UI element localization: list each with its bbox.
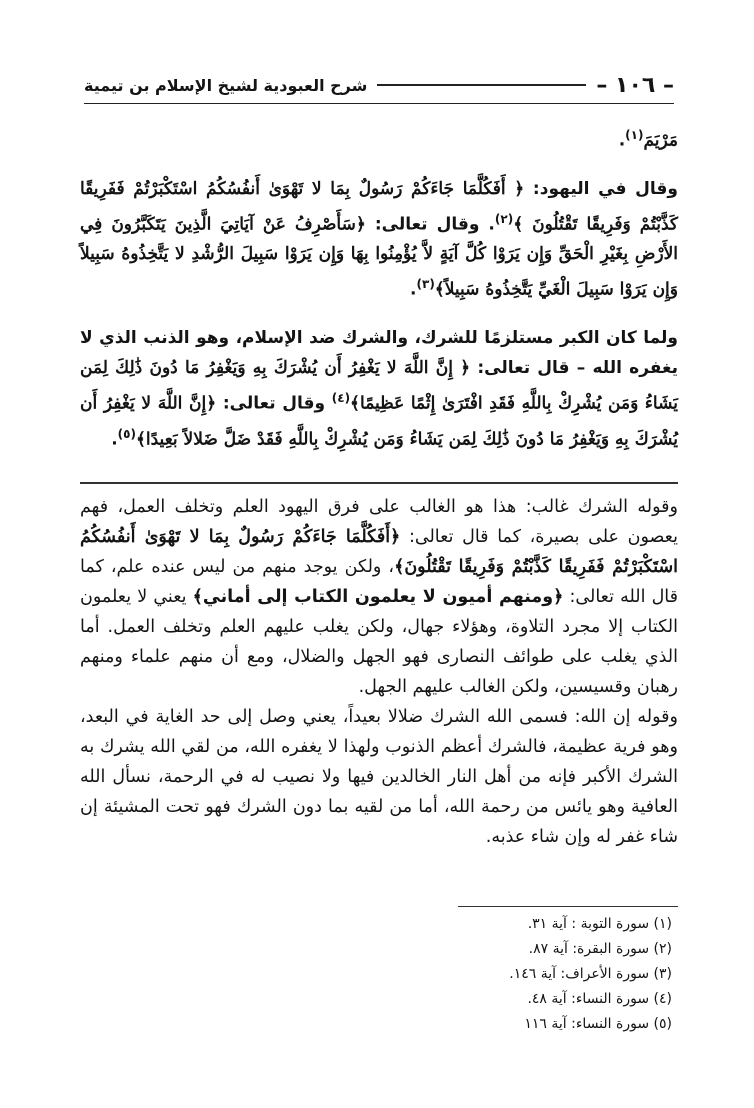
text: وقال تعالى:	[216, 393, 332, 414]
footnote-ref: (٥)	[117, 426, 136, 441]
book-title: شرح العبودية لشيخ الإسلام بن تيمية	[84, 75, 368, 95]
text: . وقال تعالى:	[365, 214, 495, 235]
footnote-4: (٤) سورة النساء: آية ٤٨.	[527, 991, 672, 1007]
footnote-ref: (٢)	[494, 211, 514, 226]
paragraph-jews	[80, 174, 678, 305]
verse: ﴿أَفَكُلَّمَا جَاءَكُمْ رَسُولٌ بِمَا لا تَهْوَىٰ أَنفُسُكُمُ اسْتَكْبَرْتُمْ فَفَرِيقًا كَذَّبْتُمْ وَفَرِيقًا تَقْتُلُونَ﴾	[80, 527, 678, 577]
footnote-2: (٢) سورة البقرة: آية ٨٧.	[528, 941, 672, 957]
commentary-paragraph-2: وقوله إن الله: فسمى الله الشرك ضلالا بعيداً، يعني وصل إلى حد الغاية في البعد، وهو فرية عظيمة، فالشرك أعظم الذنوب ولهذا لا يغفره الله، من لقي الله يشرك به الشرك الأكبر فإنه من أهل النار الخالدين فيها ولا نصيب له في الرحمة، نسأل الله العافية وهو يائس من رحمة الله، أما من لقيه بما دون الشرك فهو تحت المشيئة إن شاء غفر له وإن شاء عذبه.	[80, 707, 678, 847]
text: .	[410, 279, 417, 300]
verse: ﴿سَأَصْرِفُ عَنْ آيَاتِيَ الَّذِينَ يَتَكَبَّرُونَ فِي الأَرْضِ بِغَيْرِ الْحَقِّ وَإِن يَرَوْا كُلَّ آيَةٍ لاَّ يُؤْمِنُوا بِهَا وَإِن يَرَوْا سَبِيلَ الرُّشْدِ لا يَتَّخِذُوهُ سَبِيلاً وَإِن يَرَوْا سَبِيلَ الْغَيِّ يَتَّخِذُوهُ سَبِيلاً﴾	[80, 214, 678, 300]
header-underline	[84, 103, 674, 104]
footnote-rule	[458, 906, 678, 907]
footnote-1: (١) سورة التوبة : آية ٣١.	[527, 916, 672, 932]
quote: ﴿ومنهم أميون لا يعلمون الكتاب إلى أماني﴾	[192, 587, 564, 607]
text: ولما كان الكبر مستلزمًا للشرك، والشرك ضد الإسلام، وهو الذنب الذي لا يغفره الله – قال تعالى:	[80, 327, 679, 378]
verse: ﴿ إِنَّ اللَّهَ لا يَغْفِرُ أَن يُشْرَكَ بِهِ وَيَغْفِرُ مَا دُونَ ذَٰلِكَ لِمَن يَشَاءُ وَمَن يُشْرِكْ بِاللَّهِ فَقَدِ افْتَرَىٰ إِثْمًا عَظِيمًا﴾	[80, 357, 678, 414]
text: يعني لا يعلمون الكتاب إلا مجرد التلاوة، وهؤلاء جهال، ولكن يغلب عليهم العلم وتخلف العمل. أما الذي يغلب على طوائف النصارى فهو الجهل والضلال، ومع أن منهم علماء ومنهم رهبان وقسيسين، ولكن الغالب عليهم الجهل.	[80, 587, 678, 697]
text: وقال في اليهود:	[524, 178, 678, 199]
footnote-5: (٥) سورة النساء: آية ١١٦	[524, 1016, 672, 1032]
footnotes	[509, 912, 672, 1037]
page-number: – ١٠٦ –	[596, 72, 674, 98]
header-rule	[377, 84, 586, 86]
text: وقوله الشرك غالب: هذا هو الغالب على فرق اليهود العلم وتخلف العمل، فهم يعصون على بصيرة، كما قال تعالى:	[80, 497, 678, 547]
verse: ﴿ أَفَكُلَّمَا جَاءَكُمْ رَسُولٌ بِمَا لا تَهْوَىٰ أَنفُسُكُمُ اسْتَكْبَرْتُمْ فَفَرِيقًا كَذَّبْتُمْ وَفَرِيقًا تَقْتُلُونَ ﴾	[80, 178, 678, 235]
page-header	[84, 72, 674, 98]
verse-tail: مَرْيَمَ	[643, 130, 678, 151]
commentary-paragraph-1	[80, 492, 678, 702]
footnote-ref: (٤)	[331, 390, 351, 405]
footnote-ref: (١)	[625, 128, 644, 142]
verse: ﴿إِنَّ اللَّهَ لا يَغْفِرُ أَن يُشْرَكَ بِهِ وَيَغْفِرُ مَا دُونَ ذَٰلِكَ لِمَن يَشَاءُ وَمَن يُشْرِكْ بِاللَّهِ فَقَدْ ضَلَّ ضَلالاً بَعِيدًا﴾	[80, 393, 678, 450]
text: .	[111, 429, 118, 450]
verse-tail-paragraph: مَرْيَمَ$^{(١)}$.	[618, 128, 678, 151]
text: ، ولكن يوجد منهم من ليس عنده علم، كما قال الله تعالى:	[80, 557, 678, 607]
section-divider	[80, 482, 678, 484]
section-commentary	[80, 492, 678, 852]
footnote-ref: (٣)	[416, 277, 435, 292]
paragraph-shirk	[80, 323, 678, 454]
footnote-3: (٣) سورة الأعراف: آية ١٤٦.	[509, 966, 672, 982]
section-quran-excerpts	[80, 120, 678, 472]
